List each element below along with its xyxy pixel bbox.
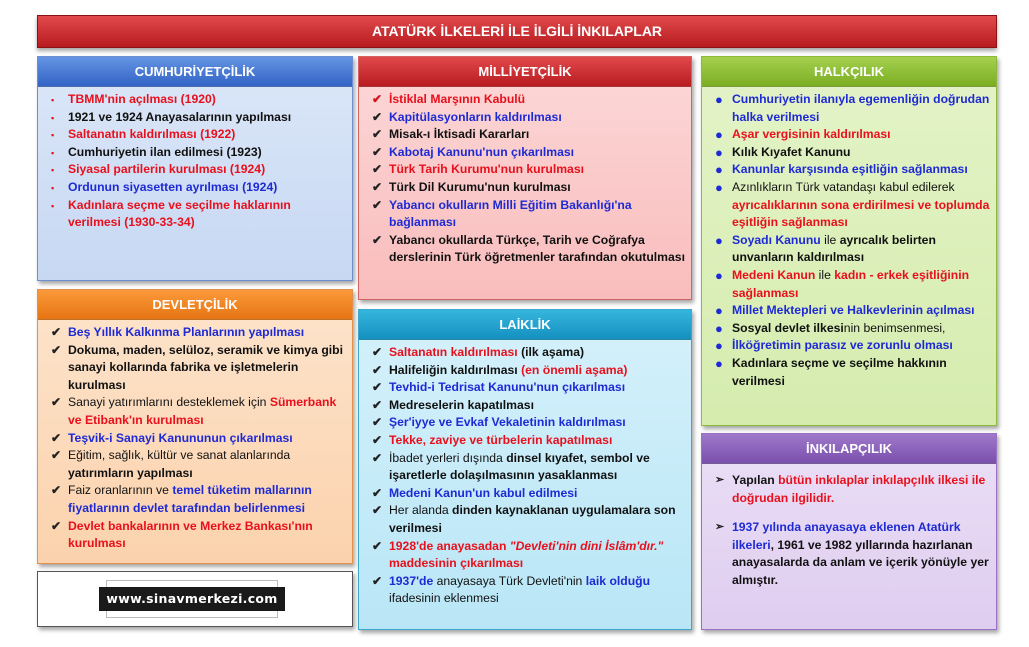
check-bullet-icon: ✔ — [372, 127, 383, 142]
list-item — [369, 232, 685, 267]
square-bullet-icon: ▪ — [51, 95, 55, 105]
inkilapcilik-panel — [701, 433, 997, 630]
item-text: bütün inkılaplar inkılapçılık ilkesi ile doğrudan ilgilidir. — [732, 473, 986, 505]
item-text: Misak-ı İktisadi Kararları — [389, 127, 530, 142]
dot-bullet-icon: ● — [715, 144, 723, 160]
dot-bullet-icon: ● — [715, 267, 723, 283]
item-text: Halifeliğin kaldırılması — [389, 362, 522, 377]
list-item — [369, 397, 685, 415]
item-text: Siyasal partilerin kurulması (1924) — [68, 162, 266, 177]
check-bullet-icon: ✔ — [372, 397, 383, 412]
list-item — [48, 91, 346, 109]
dot-bullet-icon: ● — [715, 320, 723, 336]
item-text: Soyadı Kanunu — [732, 232, 821, 247]
halkcilik-header: HALKÇILIK — [702, 57, 996, 87]
list-item — [369, 144, 685, 162]
check-bullet-icon: ✔ — [372, 485, 383, 500]
item-text: Sosyal devlet ilkesi — [732, 320, 844, 335]
list-item — [712, 267, 990, 302]
list-item — [48, 518, 346, 553]
item-text: 1921 ve 1924 Anayasalarının yapılması — [68, 109, 292, 124]
sinavmerkezi-logo — [106, 580, 278, 618]
item-text: (en önemli aşama) — [521, 362, 628, 377]
list-item — [712, 337, 990, 355]
item-text: , 1961 ve 1982 yıllarında hazırlanan anayasalarda da anlam ve içerik yönüyle yer almıştır. — [732, 537, 989, 587]
item-text: Millet Mektepleri ve Halkevlerinin açılması — [732, 303, 975, 318]
list-item — [369, 379, 685, 397]
laiklik-panel — [358, 309, 692, 630]
item-text: dinsel kıyafet, sembol ve işaretlerle dolaşılmasının yasaklanması — [389, 450, 650, 483]
item-text: Tevhid-i Tedrisat Kanunu'nun çıkarılması — [389, 380, 626, 395]
square-bullet-icon: ▪ — [51, 147, 55, 158]
check-bullet-icon: ✔ — [372, 109, 383, 124]
page-title: ATATÜRK İLKELERİ İLE İLGİLİ İNKILAPLAR — [37, 15, 997, 48]
logo-box — [37, 571, 353, 627]
list-item — [369, 573, 685, 608]
dot-bullet-icon: ● — [715, 338, 723, 354]
item-text: Cumhuriyetin ilanıyla egemenliğin doğrudan halka verilmesi — [732, 92, 990, 124]
item-text: Türk Tarih Kurumu'nun kurulması — [389, 162, 584, 177]
item-text: yatırımların yapılması — [68, 465, 193, 480]
list-item — [369, 432, 685, 450]
list-item — [712, 320, 990, 338]
item-text: İlköğretimin parasız ve zorunlu olması — [732, 338, 953, 353]
inkilapcilik-list — [702, 464, 996, 590]
item-text: ile — [815, 267, 835, 282]
laiklik-header: LAİKLİK — [359, 310, 691, 340]
dot-bullet-icon: ● — [715, 303, 723, 319]
square-bullet-icon: ▪ — [51, 112, 55, 123]
cumhuriyetcilik-panel — [37, 56, 353, 281]
list-item — [712, 126, 990, 144]
list-item — [712, 519, 990, 589]
list-item — [712, 472, 990, 507]
list-item — [369, 126, 685, 144]
check-bullet-icon: ✔ — [372, 179, 383, 194]
list-item — [48, 179, 346, 197]
check-bullet-icon: ✔ — [51, 518, 62, 533]
item-text: ifadesinin eklenmesi — [389, 591, 499, 606]
check-bullet-icon: ✔ — [51, 325, 62, 339]
item-text: nin benimsenmesi, — [843, 320, 946, 335]
check-bullet-icon: ✔ — [372, 503, 383, 518]
item-text: Şer'iyye ve Evkaf Vekaletinin kaldırılması — [389, 415, 626, 430]
list-item — [369, 450, 685, 485]
item-text: Kanunlar karşısında eşitliğin sağlanması — [732, 162, 968, 177]
check-bullet-icon: ✔ — [372, 92, 383, 106]
logo-text: www.sinavmerkezi.com — [99, 587, 284, 611]
square-bullet-icon: ▪ — [51, 200, 55, 211]
list-item — [48, 144, 346, 162]
item-text: 1937'de — [389, 573, 434, 588]
list-item — [712, 302, 990, 320]
list-item — [48, 324, 346, 342]
list-item — [712, 91, 990, 126]
item-text: temel tüketim mallarının fiyatlarının devlet tarafından belirlenmesi — [68, 483, 312, 515]
item-text: laik olduğu — [585, 573, 651, 588]
item-text: Eğitim, sağlık, kültür ve sanat alanlarında — [68, 448, 291, 463]
item-text: anayasaya Türk Devleti'nin — [433, 573, 586, 588]
item-text: dinden kaynaklanan uygulamalara son verilmesi — [389, 503, 676, 535]
list-item — [48, 161, 346, 179]
list-item — [712, 161, 990, 179]
item-text: Kadınlara seçme ve seçilme hakkının verilmesi — [732, 355, 947, 388]
list-item — [712, 179, 990, 232]
item-text: Azınlıkların Türk vatandaşı kabul edilerek — [732, 179, 955, 194]
milliyetcilik-panel — [358, 56, 692, 300]
item-text: Kabotaj Kanunu'nun çıkarılması — [389, 144, 575, 159]
item-text: Kadınlara seçme ve seçilme haklarının verilmesi (1930-33-34) — [68, 197, 291, 230]
item-text: Cumhuriyetin ilan edilmesi (1923) — [68, 144, 262, 159]
arrow-bullet-icon: ➢ — [715, 474, 725, 486]
milliyetcilik-header: MİLLİYETÇİLİK — [359, 57, 691, 87]
item-text: ayrıcalık belirten unvanların kaldırılması — [732, 232, 936, 265]
dot-bullet-icon: ● — [715, 127, 723, 143]
check-bullet-icon: ✔ — [51, 448, 62, 463]
item-text: Dokuma, maden, selüloz, seramik ve kimya gibi sanayi kollarında fabrika ve işletmelerin kurulması — [68, 342, 344, 392]
item-text: Kapitülasyonların kaldırılması — [389, 109, 562, 124]
dot-bullet-icon: ● — [715, 355, 723, 371]
square-bullet-icon: ▪ — [51, 130, 55, 141]
cumhuriyetcilik-list — [38, 87, 352, 232]
check-bullet-icon: ✔ — [51, 342, 62, 357]
list-item — [369, 179, 685, 197]
devletcilik-header: DEVLETÇİLİK — [38, 290, 352, 320]
check-bullet-icon: ✔ — [372, 450, 383, 465]
check-bullet-icon: ✔ — [372, 432, 383, 447]
check-bullet-icon: ✔ — [372, 362, 383, 377]
item-text: Tekke, zaviye ve türbelerin kapatılması — [389, 432, 613, 447]
check-bullet-icon: ✔ — [51, 483, 62, 498]
list-item — [712, 355, 990, 390]
check-bullet-icon: ✔ — [372, 573, 383, 588]
item-text: "Devleti'nin dini İslâm'dır." — [509, 538, 664, 553]
list-item — [369, 91, 685, 109]
item-text: Beş Yıllık Kalkınma Planlarının yapılması — [68, 325, 305, 339]
item-text: Faiz oranlarının ve — [68, 483, 173, 498]
item-text: (ilk aşama) — [517, 345, 585, 359]
list-item — [369, 161, 685, 179]
list-item — [712, 144, 990, 162]
item-text: Devlet bankalarının ve Merkez Bankası'nın kurulması — [68, 518, 313, 551]
devletcilik-list — [38, 320, 352, 553]
item-text: Yabancı okullarda Türkçe, Tarih ve Coğrafya derslerinin Türk öğretmenler tarafından okutulması — [389, 232, 685, 265]
check-bullet-icon: ✔ — [372, 232, 383, 247]
list-item — [369, 197, 685, 232]
check-bullet-icon: ✔ — [372, 538, 383, 553]
item-text: Her alanda — [389, 503, 453, 518]
item-text: Teşvik-i Sanayi Kanununun çıkarılması — [68, 430, 293, 445]
item-text: Yabancı okulların Milli Eğitim Bakanlığı'na bağlanması — [389, 197, 632, 230]
dot-bullet-icon: ● — [715, 232, 723, 248]
item-text: Sümerbank ve Etibank'ın kurulması — [68, 395, 337, 427]
item-text: Saltanatın kaldırılması (1922) — [68, 127, 236, 142]
item-text: Türk Dil Kurumu'nun kurulması — [389, 179, 571, 194]
list-item — [48, 126, 346, 144]
list-item — [369, 109, 685, 127]
item-text: TBMM'nin açılması (1920) — [68, 92, 216, 106]
halkcilik-list — [702, 87, 996, 390]
list-item — [48, 197, 346, 232]
check-bullet-icon: ✔ — [51, 430, 62, 445]
item-text: maddesinin çıkarılması — [389, 556, 524, 571]
item-text: ayrıcalıklarının sona erdirilmesi ve toplumda eşitliğin sağlanması — [732, 197, 990, 230]
check-bullet-icon: ✔ — [372, 345, 383, 359]
item-text: Yapılan — [732, 473, 779, 487]
list-item — [48, 394, 346, 429]
halkcilik-panel — [701, 56, 997, 426]
item-text: Aşar vergisinin kaldırılması — [732, 127, 891, 142]
item-text: Medeni Kanun'un kabul edilmesi — [389, 485, 578, 500]
item-text: Sanayi yatırımlarını desteklemek için — [68, 395, 270, 410]
cumhuriyetcilik-header: CUMHURİYETÇİLİK — [38, 57, 352, 87]
list-item — [369, 485, 685, 503]
item-text: Ordunun siyasetten ayrılması (1924) — [68, 179, 278, 194]
list-item — [48, 447, 346, 482]
list-item — [369, 362, 685, 380]
item-text: ile — [820, 232, 840, 247]
item-text: Saltanatın kaldırılması — [389, 345, 518, 359]
item-text: 1937 yılında anayasaya eklenen Atatürk ilkeleri — [732, 520, 961, 552]
list-item — [369, 502, 685, 537]
list-item — [48, 109, 346, 127]
list-item — [48, 342, 346, 395]
list-item — [369, 414, 685, 432]
arrow-bullet-icon: ➢ — [715, 521, 725, 534]
item-text: Medreselerin kapatılması — [389, 397, 534, 412]
dot-bullet-icon: ● — [715, 179, 723, 195]
list-item — [48, 430, 346, 448]
dot-bullet-icon: ● — [715, 92, 723, 107]
list-item — [712, 232, 990, 267]
square-bullet-icon: ▪ — [51, 165, 55, 176]
milliyetcilik-list — [359, 87, 691, 267]
item-text: Kılık Kıyafet Kanunu — [732, 144, 851, 159]
check-bullet-icon: ✔ — [51, 395, 62, 410]
devletcilik-panel — [37, 289, 353, 564]
check-bullet-icon: ✔ — [372, 415, 383, 430]
item-text: İbadet yerleri dışında — [389, 450, 507, 465]
list-item — [48, 482, 346, 517]
dot-bullet-icon: ● — [715, 162, 723, 178]
item-text: 1928'de anayasadan — [389, 538, 510, 553]
item-text: İstiklal Marşının Kabulü — [389, 92, 526, 106]
check-bullet-icon: ✔ — [372, 380, 383, 395]
list-item — [369, 538, 685, 573]
square-bullet-icon: ▪ — [51, 182, 55, 193]
item-text: kadın - erkek eşitliğinin sağlanması — [732, 267, 970, 300]
laiklik-list — [359, 340, 691, 608]
item-text: Medeni Kanun — [732, 267, 816, 282]
check-bullet-icon: ✔ — [372, 162, 383, 177]
check-bullet-icon: ✔ — [372, 144, 383, 159]
check-bullet-icon: ✔ — [372, 197, 383, 212]
list-item — [369, 344, 685, 362]
inkilapcilik-header: İNKILAPÇILIK — [702, 434, 996, 464]
